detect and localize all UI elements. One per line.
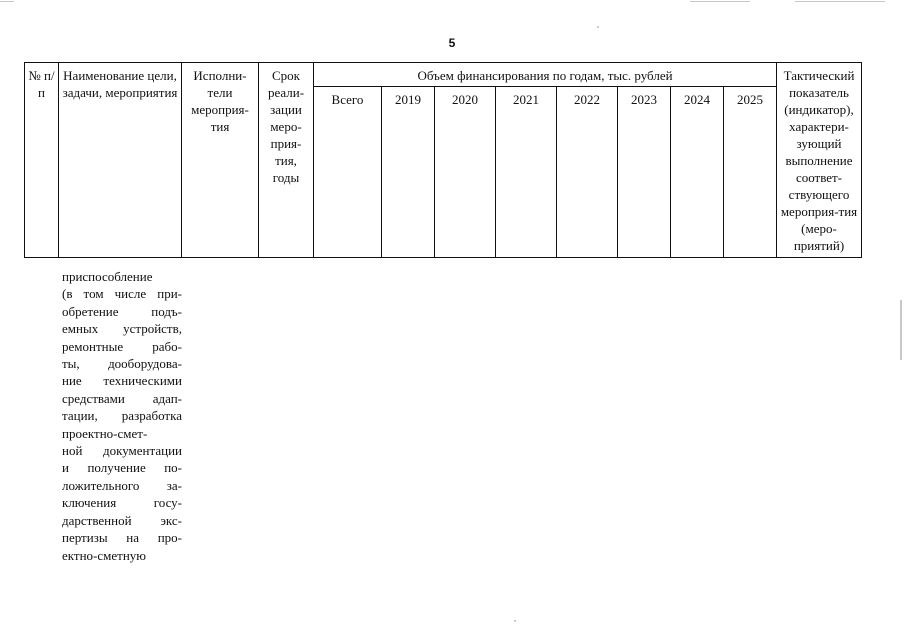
header-year: 2025 <box>724 87 777 258</box>
text-line: ектно-сметную <box>62 547 146 563</box>
text-line: ложительного за- <box>62 477 182 493</box>
text-line: обретение подъ- <box>62 303 182 319</box>
scan-artifact <box>514 620 516 622</box>
page-number: 5 <box>448 36 456 50</box>
header-financing: Объем финансирования по годам, тыс. рублей <box>314 63 777 87</box>
text-line: ние техническими <box>62 373 182 389</box>
scan-artifact <box>0 1 14 2</box>
text-line: пертизы на про- <box>62 530 182 546</box>
header-year: 2022 <box>557 87 618 258</box>
header-year: 2021 <box>496 87 557 258</box>
header-total: Всего <box>314 87 382 258</box>
scan-artifact <box>900 300 902 360</box>
header-year: 2023 <box>618 87 671 258</box>
text-line: дарственной экс- <box>62 512 182 528</box>
header-name: Наименование цели, задачи, мероприятия <box>59 63 182 258</box>
text-line: ремонтные рабо- <box>62 338 182 354</box>
header-executors: Исполни-тели мероприя-тия <box>182 63 259 258</box>
text-line: ключения госу- <box>62 495 182 511</box>
scan-artifact <box>597 26 599 28</box>
financing-plan-table <box>24 62 862 258</box>
header-year: 2019 <box>382 87 435 258</box>
text-line: приспособление <box>62 269 153 284</box>
text-line: средствами адап- <box>62 390 182 406</box>
header-term: Срок реали-зации меро-прия-тия, годы <box>259 63 314 258</box>
continuation-text <box>62 268 182 564</box>
text-line: проектно-смет- <box>62 425 148 441</box>
header-number: № п/п <box>25 63 59 258</box>
text-line: (в том числе при- <box>62 286 182 302</box>
text-line: и получение по- <box>62 460 182 476</box>
header-year: 2020 <box>435 87 496 258</box>
text-line: ты, дооборудова- <box>62 356 182 372</box>
header-year: 2024 <box>671 87 724 258</box>
scan-artifact <box>795 1 885 2</box>
text-line: тации, разработка <box>62 408 182 424</box>
table-header-row <box>25 63 862 87</box>
scan-artifact <box>690 1 750 2</box>
header-indicator: Тактический показатель (индикатор), характери-зующий выполнение соответ-ствующего мероприя-тия (меро-приятий) <box>777 63 862 258</box>
text-line: ной документации <box>62 443 182 459</box>
text-line: емных устройств, <box>62 321 182 337</box>
